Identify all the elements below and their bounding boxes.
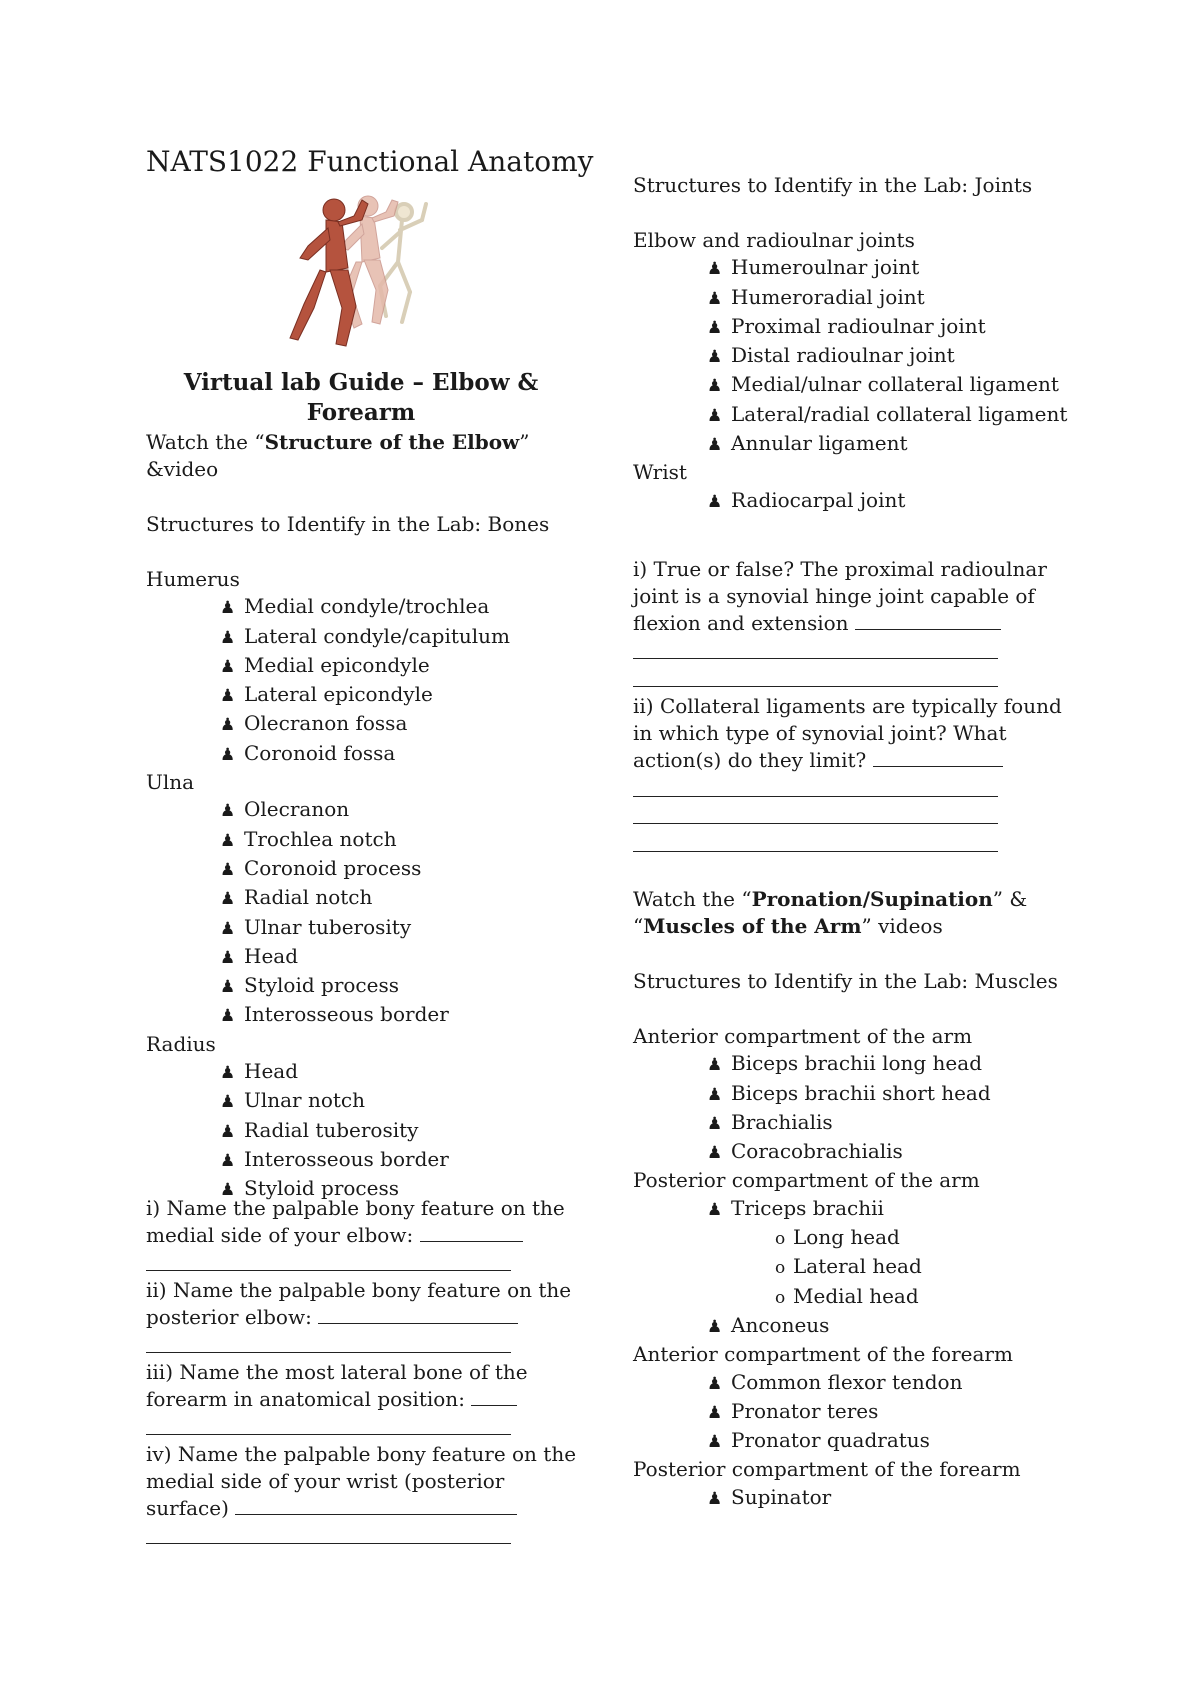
- elbow-joints-label: Elbow and radioulnar joints: [633, 228, 915, 252]
- question-4-line2: medial side of your wrist (posterior: [146, 1469, 505, 1493]
- answer-line[interactable]: [633, 823, 998, 824]
- question-r2-line1: ii) Collateral ligaments are typically found: [633, 694, 1062, 718]
- watch-prefix: Watch the “: [146, 430, 265, 454]
- bullet-icon: ♟: [220, 889, 236, 910]
- list-item: ♟ Medial epicondyle: [146, 652, 571, 681]
- bullet-icon: ♟: [707, 1199, 723, 1220]
- bullet-icon: ♟: [707, 347, 723, 368]
- question-r2-line2: in which type of synovial joint? What: [633, 721, 1007, 745]
- list-item: ♟ Olecranon: [146, 796, 571, 825]
- answer-line[interactable]: [633, 851, 998, 852]
- question-r2-line3: action(s) do they limit?: [633, 747, 998, 774]
- bullet-icon: ♟: [707, 1373, 723, 1394]
- bullet-icon: ♟: [220, 1006, 236, 1027]
- question-4-line1: iv) Name the palpable bony feature on the: [146, 1442, 577, 1466]
- list-item: ♟ Styloid process: [146, 972, 571, 1001]
- bullet-icon: ♟: [220, 686, 236, 707]
- circle-bullet-icon: o: [775, 1229, 786, 1250]
- list-item: ♟ Lateral condyle/capitulum: [146, 623, 571, 652]
- bullet-icon: ♟: [220, 598, 236, 619]
- sub-list-item: o Lateral head: [633, 1253, 1073, 1282]
- anatomy-figure-illustration: [276, 190, 446, 365]
- radius-label: Radius: [146, 1031, 216, 1056]
- watch-video-title: Muscles of the Arm: [643, 914, 862, 938]
- answer-blank[interactable]: [318, 1305, 518, 1324]
- list-item: ♟ Interosseous border: [146, 1146, 571, 1175]
- list-item: ♟ Radial tuberosity: [146, 1117, 571, 1146]
- list-item: ♟ Medial condyle/trochlea: [146, 593, 571, 622]
- bullet-icon: ♟: [707, 491, 723, 512]
- list-item: ♟ Brachialis: [633, 1109, 1073, 1138]
- bullet-icon: ♟: [707, 1143, 723, 1164]
- answer-line[interactable]: [146, 1352, 511, 1353]
- bullet-icon: ♟: [220, 947, 236, 968]
- bullet-icon: ♟: [707, 435, 723, 456]
- bullet-icon: ♟: [220, 859, 236, 880]
- bullet-icon: ♟: [707, 1316, 723, 1337]
- list-item: ♟ Pronator teres: [633, 1398, 1073, 1427]
- bullet-icon: ♟: [220, 1063, 236, 1084]
- list-item: ♟ Triceps brachii: [633, 1195, 1073, 1224]
- joints-heading: Structures to Identify in the Lab: Joints: [633, 173, 1033, 197]
- list-item: ♟ Ulnar tuberosity: [146, 914, 571, 943]
- list-item: ♟ Distal radioulnar joint: [633, 342, 1073, 371]
- list-item: ♟ Proximal radioulnar joint: [633, 313, 1073, 342]
- list-item: ♟ Head: [146, 943, 571, 972]
- bullet-icon: ♟: [707, 1488, 723, 1509]
- bullet-icon: ♟: [220, 977, 236, 998]
- list-item: ♟ Coronoid process: [146, 855, 571, 884]
- question-r1-line2: joint is a synovial hinge joint capable of: [633, 584, 1035, 608]
- watch-muscles-line: Watch the “Pronation/Supination” &: [633, 887, 1028, 911]
- sub-list-item: o Medial head: [633, 1283, 1073, 1312]
- question-1-line2: medial side of your elbow:: [146, 1222, 511, 1249]
- bullet-icon: ♟: [707, 1055, 723, 1076]
- list-item: ♟ Pronator quadratus: [633, 1427, 1073, 1456]
- list-item: ♟ Head: [146, 1058, 571, 1087]
- list-item: ♟ Lateral/radial collateral ligament: [633, 401, 1073, 430]
- posterior-forearm-label: Posterior compartment of the forearm: [633, 1457, 1021, 1482]
- question-3-line1: iii) Name the most lateral bone of the: [146, 1360, 528, 1384]
- question-4-line3: surface): [146, 1495, 511, 1522]
- bullet-icon: ♟: [220, 627, 236, 648]
- list-item: ♟ Coracobrachialis: [633, 1138, 1073, 1167]
- circle-bullet-icon: o: [775, 1258, 786, 1279]
- bullet-icon: ♟: [707, 1113, 723, 1134]
- watch-suffix: ”: [519, 430, 530, 454]
- bullet-icon: ♟: [707, 288, 723, 309]
- bullet-icon: ♟: [707, 376, 723, 397]
- bullet-icon: ♟: [220, 744, 236, 765]
- anterior-arm-label: Anterior compartment of the arm: [633, 1024, 973, 1048]
- list-item: ♟ Biceps brachii short head: [633, 1080, 1073, 1109]
- bullet-icon: ♟: [220, 1180, 236, 1201]
- bullet-icon: ♟: [220, 1121, 236, 1142]
- answer-line[interactable]: [633, 686, 998, 687]
- muscles-list: [633, 1023, 1073, 1513]
- question-1-line1: i) Name the palpable bony feature on the: [146, 1196, 565, 1220]
- list-item: ♟ Humeroulnar joint: [633, 254, 1073, 283]
- question-r1-line1: i) True or false? The proximal radioulnar: [633, 557, 1047, 581]
- bullet-icon: ♟: [707, 1402, 723, 1423]
- bullet-icon: ♟: [707, 1084, 723, 1105]
- ulna-label: Ulna: [146, 770, 195, 795]
- wrist-label: Wrist: [633, 460, 687, 485]
- bullet-icon: ♟: [220, 1150, 236, 1171]
- bullet-icon: ♟: [220, 918, 236, 939]
- bones-list: [146, 566, 571, 1205]
- question-2-line1: ii) Name the palpable bony feature on the: [146, 1278, 572, 1302]
- bullet-icon: ♟: [220, 801, 236, 822]
- answer-line[interactable]: [146, 1543, 511, 1544]
- list-item: ♟ Medial/ulnar collateral ligament: [633, 371, 1073, 400]
- list-item: ♟ Common flexor tendon: [633, 1369, 1073, 1398]
- answer-line[interactable]: [146, 1434, 511, 1435]
- bullet-icon: ♟: [220, 1092, 236, 1113]
- sub-list-item: o Long head: [633, 1224, 1073, 1253]
- list-item: ♟ Annular ligament: [633, 430, 1073, 459]
- humerus-label: Humerus: [146, 567, 240, 591]
- answer-line[interactable]: [633, 658, 998, 659]
- question-3-line2: forearm in anatomical position:: [146, 1386, 511, 1413]
- posterior-arm-label: Posterior compartment of the arm: [633, 1168, 980, 1193]
- answer-line[interactable]: [146, 1270, 511, 1271]
- answer-blank[interactable]: [420, 1223, 523, 1242]
- bullet-icon: ♟: [220, 830, 236, 851]
- joints-list: [633, 227, 1073, 516]
- watch-elbow-line: [146, 429, 530, 456]
- answer-blank[interactable]: [471, 1387, 517, 1406]
- bullet-icon: ♟: [707, 405, 723, 426]
- list-item: ♟ Anconeus: [633, 1312, 1073, 1341]
- bullet-icon: ♟: [220, 715, 236, 736]
- answer-blank[interactable]: [855, 611, 1001, 630]
- anterior-forearm-label: Anterior compartment of the forearm: [633, 1342, 1013, 1367]
- list-item: ♟ Humeroradial joint: [633, 284, 1073, 313]
- watch-video-title: Structure of the Elbow: [264, 430, 520, 454]
- bullet-icon: ♟: [707, 259, 723, 280]
- list-item: ♟ Olecranon fossa: [146, 710, 571, 739]
- answer-blank[interactable]: [873, 748, 1003, 767]
- list-item: ♟ Ulnar notch: [146, 1087, 571, 1116]
- bullet-icon: ♟: [707, 317, 723, 338]
- list-item: ♟ Radial notch: [146, 884, 571, 913]
- circle-bullet-icon: o: [775, 1287, 786, 1308]
- list-item: ♟ Coronoid fossa: [146, 740, 571, 769]
- question-r1-line3: flexion and extension: [633, 610, 998, 637]
- list-item: ♟ Styloid process: [146, 1175, 571, 1204]
- page-title: NATS1022 Functional Anatomy: [146, 145, 594, 178]
- watch-video-title: Pronation/Supination: [751, 887, 993, 911]
- watch-elbow-line2: &video: [146, 457, 219, 481]
- list-item: ♟ Biceps brachii long head: [633, 1050, 1073, 1079]
- bones-heading: Structures to Identify in the Lab: Bones: [146, 512, 550, 536]
- list-item: ♟ Trochlea notch: [146, 826, 571, 855]
- list-item: ♟ Supinator: [633, 1484, 1073, 1513]
- muscles-heading: Structures to Identify in the Lab: Muscles: [633, 969, 1058, 993]
- guide-title: Virtual lab Guide – Elbow & Forearm: [183, 369, 539, 426]
- list-item: ♟ Radiocarpal joint: [633, 487, 1073, 516]
- watch-muscles-line2: “Muscles of the Arm” videos: [633, 914, 943, 938]
- bullet-icon: ♟: [220, 656, 236, 677]
- list-item: ♟ Lateral epicondyle: [146, 681, 571, 710]
- answer-line[interactable]: [633, 796, 998, 797]
- question-2-line2: posterior elbow:: [146, 1304, 511, 1331]
- list-item: ♟ Interosseous border: [146, 1001, 571, 1030]
- bullet-icon: ♟: [707, 1432, 723, 1453]
- answer-blank[interactable]: [235, 1496, 517, 1515]
